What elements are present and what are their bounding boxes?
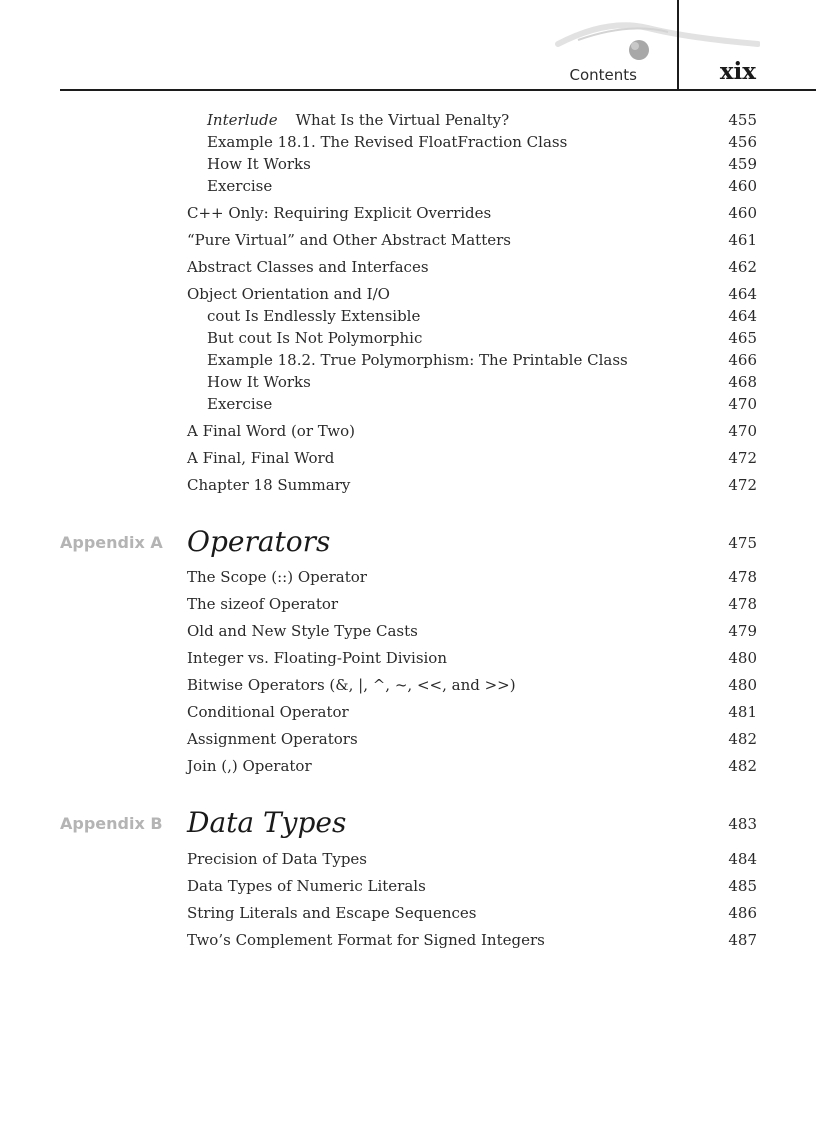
toc-entry-title: A Final Word (or Two): [187, 422, 355, 440]
toc-entry-title: C++ Only: Requiring Explicit Overrides: [187, 204, 492, 222]
running-title: Contents: [569, 66, 637, 84]
toc-entry-title: Example 18.2. True Polymorphism: The Printable Class: [207, 351, 628, 369]
toc-entry: Conditional Operator: [187, 703, 349, 721]
toc-entry: Bitwise Operators (&, |, ^, ~, <<, and >>): [187, 676, 516, 694]
toc-entry-page: 470: [728, 395, 757, 413]
toc-entry-page: 478: [728, 595, 757, 613]
toc-entry-page: 487: [728, 931, 757, 949]
toc-entry: [187, 421, 355, 441]
toc-entry-title: “Pure Virtual” and Other Abstract Matters: [187, 231, 511, 249]
toc-entry-page: 465: [728, 329, 757, 347]
toc-entry: [207, 306, 420, 326]
toc-entry: [187, 448, 334, 468]
toc-entry-title: What Is the Virtual Penalty?: [295, 111, 510, 129]
toc-entry-title: Exercise: [207, 395, 273, 413]
toc-entry: [207, 110, 509, 130]
toc-entry-page: 480: [728, 649, 757, 667]
toc-entry-page: 472: [728, 449, 757, 467]
toc-entry-title: Exercise: [207, 177, 273, 195]
toc-entry-title: Object Orientation and I/O: [187, 285, 390, 303]
toc-entry: [207, 154, 311, 174]
toc-entry-page: 462: [728, 258, 757, 276]
toc-entry: [187, 230, 511, 250]
toc-entry: [187, 284, 390, 304]
toc-entry-page: 479: [728, 622, 757, 640]
toc-entry: Precision of Data Types: [187, 850, 368, 868]
toc-entry-title: Abstract Classes and Interfaces: [187, 258, 429, 276]
toc-entry-page: 470: [728, 422, 757, 440]
toc-entry-prefix: Interlude: [207, 111, 278, 129]
toc-entry: [187, 257, 429, 277]
toc-entry-page: 486: [728, 904, 757, 922]
toc-entry-page: 482: [728, 757, 757, 775]
toc-entry: [207, 350, 628, 370]
header-rule: [60, 89, 816, 91]
toc-entry-page: 460: [728, 177, 757, 195]
toc-entry-page: 459: [728, 155, 757, 173]
toc-entry: Integer vs. Floating-Point Division: [187, 649, 448, 667]
appendix-title: Operators: [187, 525, 331, 558]
toc-entry-page: 482: [728, 730, 757, 748]
page-number: xix: [719, 58, 756, 85]
toc-entry-page: 461: [728, 231, 757, 249]
toc-entry-page: 485: [728, 877, 757, 895]
toc-entry-page: 478: [728, 568, 757, 586]
toc-entry: [187, 203, 491, 223]
toc-entry: [207, 372, 311, 392]
toc-entry-title: Example 18.1. The Revised FloatFraction Class: [207, 133, 568, 151]
toc-entry: Old and New Style Type Casts: [187, 622, 418, 640]
toc-entry-title: Chapter 18 Summary: [187, 476, 351, 494]
toc-entry-page: 466: [728, 351, 757, 369]
appendix-page: 483: [728, 815, 757, 833]
toc-entry: Join (,) Operator: [187, 757, 312, 775]
toc-entry: [207, 394, 272, 414]
toc-entry: [187, 475, 350, 495]
toc-entry-page: 468: [728, 373, 757, 391]
appendix-title: Data Types: [187, 806, 347, 839]
toc-entry-title: cout Is Endlessly Extensible: [207, 307, 421, 325]
toc-entry-page: 480: [728, 676, 757, 694]
toc-entry-page: 456: [728, 133, 757, 151]
toc-entry: The Scope (::) Operator: [187, 568, 367, 586]
toc-entry-page: 464: [728, 285, 757, 303]
toc-entry-page: 472: [728, 476, 757, 494]
toc-entry-page: 484: [728, 850, 757, 868]
toc-entry-page: 464: [728, 307, 757, 325]
toc-entry: The sizeof Operator: [187, 595, 339, 613]
toc-entry-title: A Final, Final Word: [187, 449, 335, 467]
appendix-label: Appendix A: [60, 533, 163, 552]
toc-entry-title: How It Works: [207, 373, 311, 391]
appendix-page: 475: [728, 534, 757, 552]
toc-entry-title: How It Works: [207, 155, 311, 173]
toc-entry: Assignment Operators: [187, 730, 358, 748]
appendix-label: Appendix B: [60, 814, 163, 833]
toc-entry: Two’s Complement Format for Signed Integers: [187, 931, 545, 949]
toc-entry: String Literals and Escape Sequences: [187, 904, 477, 922]
header-vertical-rule: [677, 0, 679, 90]
toc-entry: Data Types of Numeric Literals: [187, 877, 426, 895]
toc-entry: [207, 176, 272, 196]
toc-entry-title: But cout Is Not Polymorphic: [207, 329, 423, 347]
toc-entry-page: 460: [728, 204, 757, 222]
toc-entry-page: 481: [728, 703, 757, 721]
toc-entry: [207, 328, 422, 348]
toc-entry-page: 455: [728, 111, 757, 129]
toc-entry: [207, 132, 567, 152]
